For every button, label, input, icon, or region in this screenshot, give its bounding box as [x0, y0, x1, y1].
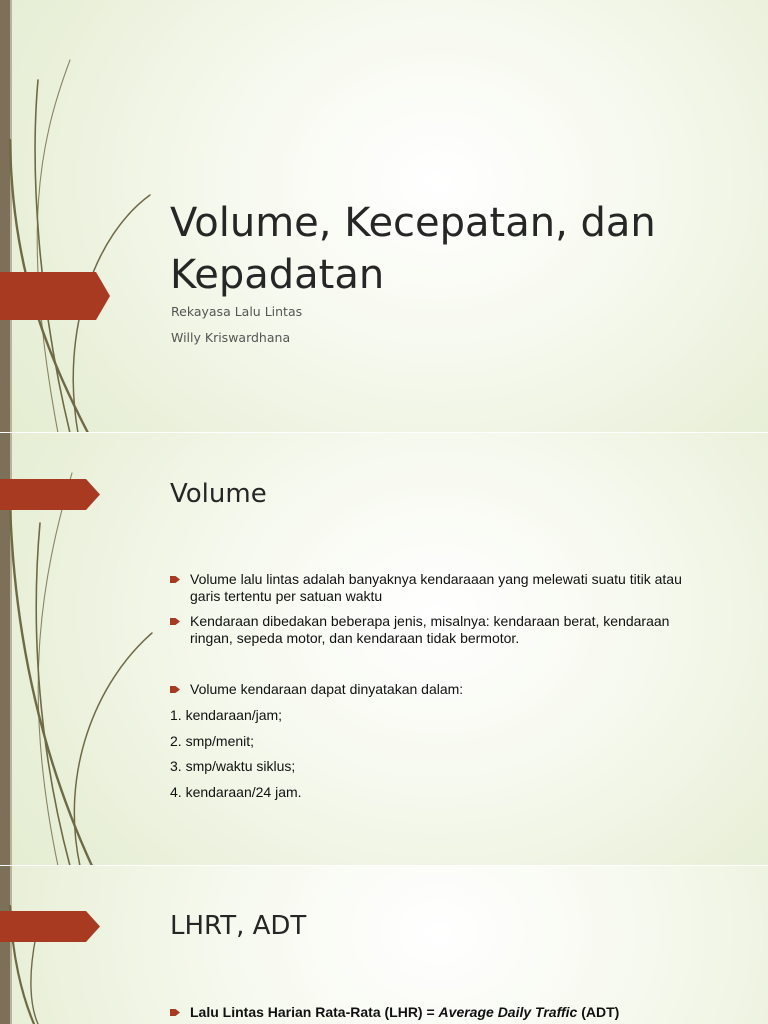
slide-separator	[0, 432, 768, 433]
bullet-text: Volume kendaraan dapat dinyatakan dalam:	[190, 681, 464, 697]
list-item: 2. smp/menit;	[170, 732, 255, 749]
slide-heading: LHRT, ADT	[170, 911, 307, 941]
arrow-bullet-icon	[170, 1009, 180, 1016]
author-name: Willy Kriswardhana	[171, 330, 291, 345]
list-item: 3. smp/waktu siklus;	[170, 758, 296, 774]
title-arrow-tab	[0, 272, 110, 320]
bullet-text-italic: Average Daily Traffic	[438, 1004, 578, 1020]
slide-title	[0, 0, 768, 433]
title-line-1: Volume, Kecepatan, dan	[170, 200, 656, 246]
slide-volume	[0, 433, 768, 866]
volume-units-list	[170, 707, 302, 809]
bullet-text: Lalu Lintas Harian Rata-Rata (LHR) =	[190, 1004, 439, 1020]
list-item	[170, 681, 710, 698]
title-line-2: Kepadatan	[170, 252, 385, 298]
arrow-bullet-icon	[170, 576, 180, 583]
slide-heading: Volume	[170, 479, 267, 509]
list-item: 4. kendaraan/24 jam.	[170, 783, 302, 800]
slide-separator	[0, 865, 768, 866]
heading-arrow-tab	[0, 479, 100, 510]
arrow-bullet-icon	[170, 686, 180, 693]
heading-arrow-tab	[0, 911, 100, 942]
bullet-text: Volume lalu lintas adalah banyaknya kendaraaan yang melewati suatu titik atau garis tertentu per satuan waktu	[190, 571, 682, 604]
list-item	[170, 571, 710, 605]
list-item: 1. kendaraan/jam;	[170, 707, 283, 723]
bullet-text-suffix: (ADT)	[577, 1004, 620, 1020]
lhrt-bullet-list	[170, 1004, 710, 1021]
course-subtitle: Rekayasa Lalu Lintas	[171, 304, 303, 319]
list-item	[170, 1004, 710, 1021]
decorative-swoosh	[0, 866, 160, 1024]
bullet-text: Kendaraan dibedakan beberapa jenis, misalnya: kendaraan berat, kendaraan ringan, sepeda motor, dan kendaraan tidak bermotor.	[190, 613, 670, 646]
decorative-swoosh	[0, 0, 160, 433]
list-item	[170, 613, 710, 647]
slide-lhrt-adt	[0, 866, 768, 1024]
presentation-title	[170, 197, 656, 301]
arrow-bullet-icon	[170, 618, 180, 625]
volume-bullet-list	[170, 571, 710, 698]
